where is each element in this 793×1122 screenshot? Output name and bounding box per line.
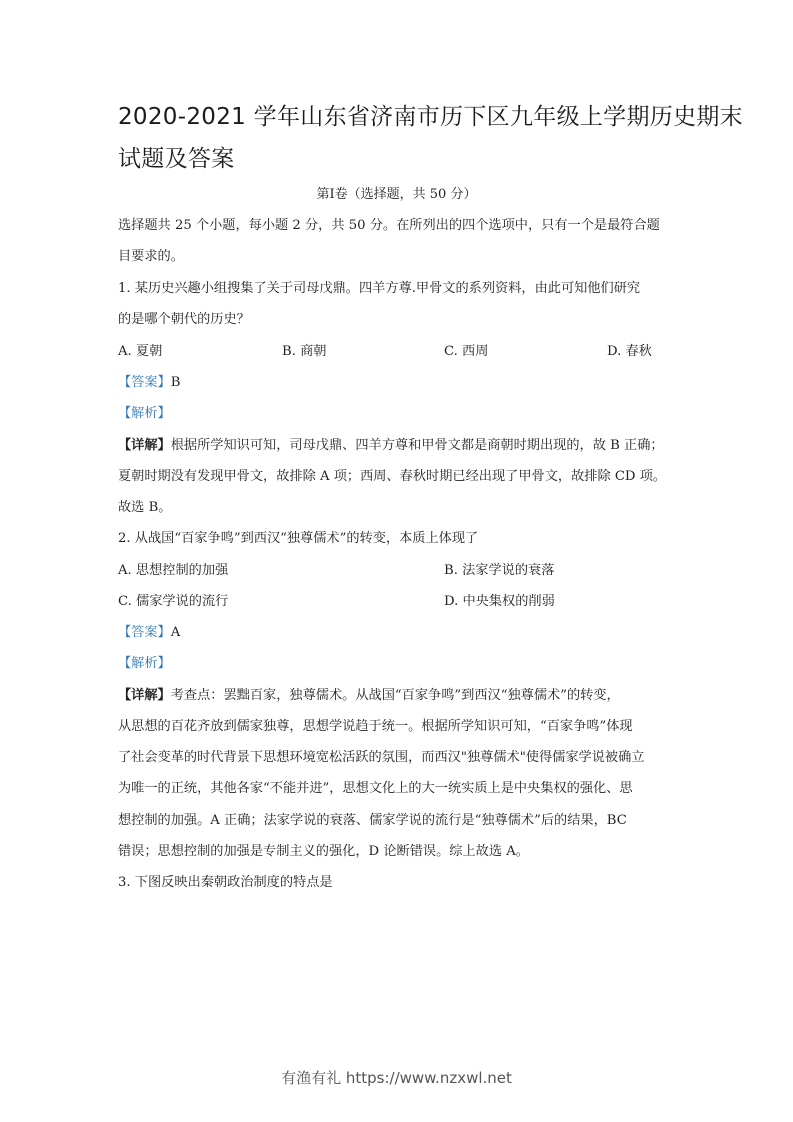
question-2-detail-line-1 (118, 687, 620, 705)
question-2-stem: 2. 从战国“百家争鸣”到西汉“独尊儒术”的转变，本质上体现了 (118, 531, 479, 546)
question-2-detail-line-6: 错误；思想控制的加强是专制主义的强化，D 论断错误。综上故选 A。 (118, 844, 529, 859)
question-1-detail-line-1 (118, 437, 664, 455)
question-2-detail-line-3: 了社会变革的时代背景下思想环境宽松活跃的氛围，而西汉"独尊儒术"使得儒家学说被确立 (118, 750, 645, 765)
question-2-analysis-label: 【解析】 (118, 656, 171, 671)
question-2-option-d: D. 中央集权的削弱 (444, 594, 555, 609)
answer-value: A (170, 625, 181, 640)
question-1-analysis-label: 【解析】 (118, 406, 171, 421)
question-2-option-a: A. 思想控制的加强 (118, 563, 229, 578)
question-1-option-a: A. 夏朝 (118, 344, 163, 359)
document-title-line-2: 试题及答案 (118, 146, 235, 172)
question-1-option-b: B. 商朝 (282, 344, 327, 359)
section-heading: 第Ⅰ卷（选择题，共 50 分） (316, 187, 477, 202)
question-1-option-c: C. 西周 (444, 344, 489, 359)
question-1-detail-line-2: 夏朝时期没有发现甲骨文，故排除 A 项；西周、春秋时期已经出现了甲骨文，故排除 CD 项。 (118, 469, 667, 484)
instructions-line-1: 选择题共 25 个小题，每小题 2 分，共 50 分。在所列出的四个选项中，只有一个是最符合题 (118, 218, 660, 233)
question-2-option-b: B. 法家学说的衰落 (444, 563, 555, 578)
question-2-detail-line-2: 从思想的百花齐放到儒家独尊，思想学说趋于统一。根据所学知识可知，“百家争鸣”体现 (118, 719, 633, 734)
answer-label: 【答案】 (118, 625, 171, 640)
detail-label: 【详解】 (118, 688, 171, 703)
detail-text: 考查点：罢黜百家，独尊儒术。从战国“百家争鸣”到西汉“独尊儒术”的转变， (170, 688, 620, 703)
footer-watermark: 有渔有礼 https://www.nzxwl.net (281, 1069, 512, 1087)
answer-label: 【答案】 (118, 375, 171, 390)
question-1-detail-line-3: 故选 B。 (118, 500, 172, 515)
question-1-stem-line-1: 1. 某历史兴趣小组搜集了关于司母戊鼎。四羊方尊.甲骨文的系列资料，由此可知他们研究 (118, 281, 641, 296)
answer-value: B (170, 375, 181, 390)
question-3-stem: 3. 下图反映出秦朝政治制度的特点是 (118, 875, 333, 890)
detail-label: 【详解】 (118, 438, 171, 453)
question-2-detail-line-4: 为唯一的正统，其他各家“不能并进”，思想文化上的大一统实质上是中央集权的强化、思 (118, 781, 633, 796)
question-1-option-d: D. 春秋 (607, 344, 652, 359)
instructions-line-2: 目要求的。 (118, 249, 184, 264)
question-1-answer (118, 374, 180, 392)
detail-text: 根据所学知识可知，司母戊鼎、四羊方尊和甲骨文都是商朝时期出现的，故 B 正确； (170, 438, 664, 453)
question-1-stem-line-2: 的是哪个朝代的历史？ (118, 312, 250, 327)
question-2-detail-line-5: 想控制的加强。A 正确；法家学说的衰落、儒家学说的流行是“独尊儒术”后的结果，BC (118, 813, 627, 828)
question-2-option-c: C. 儒家学说的流行 (118, 594, 229, 609)
question-2-answer (118, 624, 180, 642)
document-title-line-1: 2020-2021 学年山东省济南市历下区九年级上学期历史期末 (118, 104, 743, 130)
